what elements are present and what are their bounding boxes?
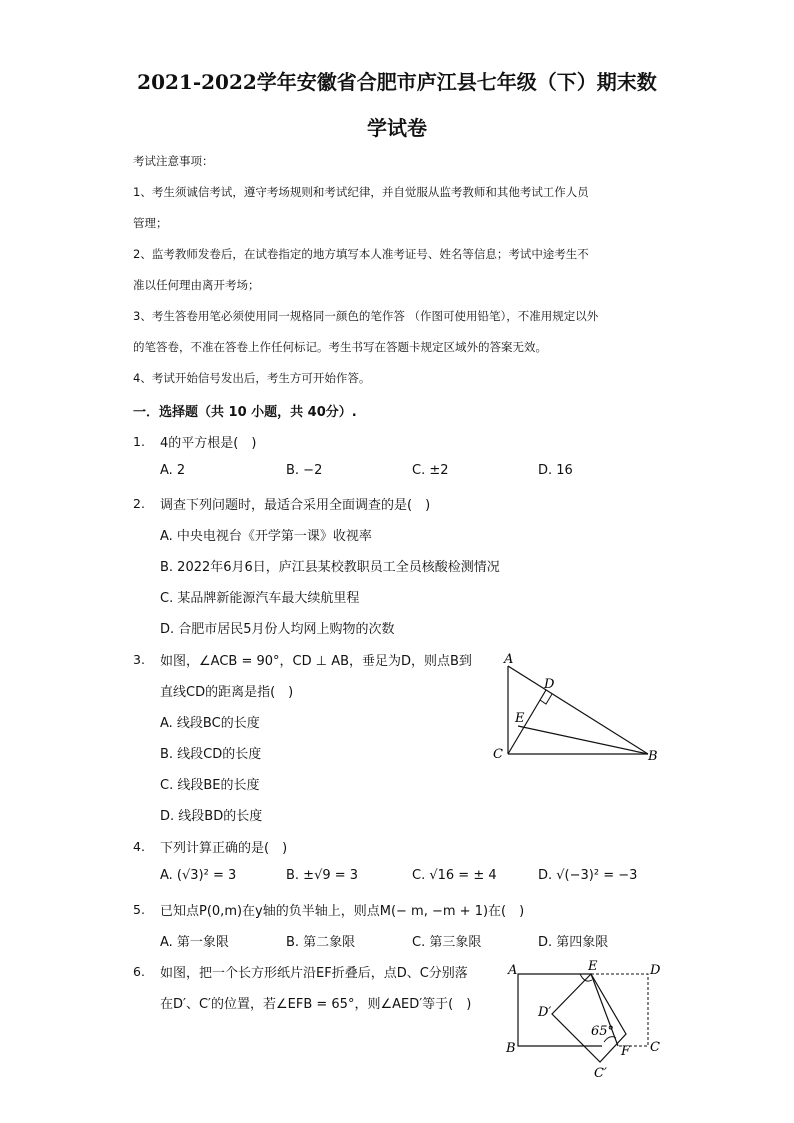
section-heading: 一．选择题（共 10 小题，共 40分）. — [133, 405, 357, 420]
question-number: 5. — [133, 902, 145, 917]
option-b[interactable]: B. ±√9 = 3 — [286, 868, 359, 883]
page-title-line1: 2021-2022学年安徽省合肥市庐江县七年级（下）期末数 — [137, 70, 657, 94]
label-c-prime: C′ — [594, 1066, 607, 1081]
label-e: E — [588, 959, 598, 974]
option-c[interactable]: C. 线段BE的长度 — [160, 778, 260, 793]
option-d[interactable]: D. 16 — [538, 463, 573, 478]
option-a[interactable]: A. 中央电视台《开学第一课》收视率 — [160, 529, 372, 544]
notes-line: 3、考生答卷用笔必须使用同一规格同一颜色的笔作答 （作图可使用铅笔），不准用规定以外 — [133, 309, 599, 323]
notes-line: 2、监考教师发卷后，在试卷指定的地方填写本人准考证号、姓名等信息；考试中途考生不 — [133, 247, 589, 261]
option-c[interactable]: C. ±2 — [412, 463, 449, 478]
option-b[interactable]: B. 线段CD的长度 — [160, 747, 262, 762]
notes-heading: 考试注意事项： — [133, 154, 214, 168]
question-number: 6. — [133, 964, 145, 979]
question-number: 2. — [133, 496, 145, 511]
option-c[interactable]: C. 第三象限 — [412, 935, 482, 950]
option-b[interactable]: B. 第二象限 — [286, 935, 356, 950]
question-number: 4. — [133, 839, 145, 854]
question-text: 4的平方根是( ) — [160, 436, 257, 451]
label-c: C — [650, 1040, 660, 1055]
question-number: 1. — [133, 434, 145, 449]
notes-line: 准以任何理由离开考场； — [133, 278, 260, 292]
option-b[interactable]: B. 2022年6月6日，庐江县某校教职员工全员核酸检测情况 — [160, 560, 500, 575]
notes-line: 1、考生须诚信考试，遵守考场规则和考试纪律，并自觉服从监考教师和其他考试工作人员 — [133, 185, 589, 199]
option-a[interactable]: A. 2 — [160, 463, 186, 478]
notes-line: 管理； — [133, 216, 168, 230]
label-f: F — [621, 1044, 631, 1059]
notes-line: 的笔答卷，不准在答卷上作任何标记。考生书写在答题卡规定区域外的答案无效。 — [133, 340, 547, 354]
triangle-figure — [488, 648, 668, 768]
label-d: D — [650, 963, 661, 978]
label-d: D — [544, 677, 555, 692]
question-text: 如图，把一个长方形纸片沿EF折叠后，点D、C分别落 — [160, 966, 468, 981]
option-a[interactable]: A. (√3)² = 3 — [160, 868, 237, 883]
notes-line: 4、考试开始信号发出后，考生方可开始作答。 — [133, 371, 371, 385]
folded-rectangle-figure — [500, 956, 670, 1082]
question-text: 下列计算正确的是( ) — [160, 841, 288, 856]
label-d-prime: D′ — [538, 1005, 552, 1020]
question-text: 已知点P(0,m)在y轴的负半轴上，则点M(− m, −m + 1)在( ) — [160, 904, 525, 919]
label-e: E — [515, 711, 525, 726]
option-d[interactable]: D. √(−3)² = −3 — [538, 868, 638, 883]
label-a: A — [504, 652, 514, 667]
question-text: 调查下列问题时，最适合采用全面调查的是( ) — [160, 498, 431, 513]
label-c: C — [493, 747, 503, 762]
question-number: 3. — [133, 652, 145, 667]
page-title-line2: 学试卷 — [367, 116, 427, 140]
option-a[interactable]: A. 第一象限 — [160, 935, 229, 950]
option-d[interactable]: D. 合肥市居民5月份人均网上购物的次数 — [160, 622, 395, 637]
option-c[interactable]: C. 某品牌新能源汽车最大续航里程 — [160, 591, 360, 606]
option-c[interactable]: C. √16 = ± 4 — [412, 868, 497, 883]
option-d[interactable]: D. 线段BD的长度 — [160, 809, 263, 824]
question-text: 如图，∠ACB = 90°，CD ⊥ AB，垂足为D，则点B到 — [160, 654, 472, 669]
label-b: B — [648, 749, 658, 764]
question-text: 直线CD的距离是指( ) — [160, 685, 294, 700]
question-text: 在D′、C′的位置，若∠EFB = 65°，则∠AED′等于( ) — [160, 997, 472, 1012]
label-a: A — [508, 963, 518, 978]
label-b: B — [506, 1041, 516, 1056]
option-b[interactable]: B. −2 — [286, 463, 323, 478]
label-angle: 65° — [591, 1024, 615, 1039]
option-a[interactable]: A. 线段BC的长度 — [160, 716, 260, 731]
option-d[interactable]: D. 第四象限 — [538, 935, 609, 950]
